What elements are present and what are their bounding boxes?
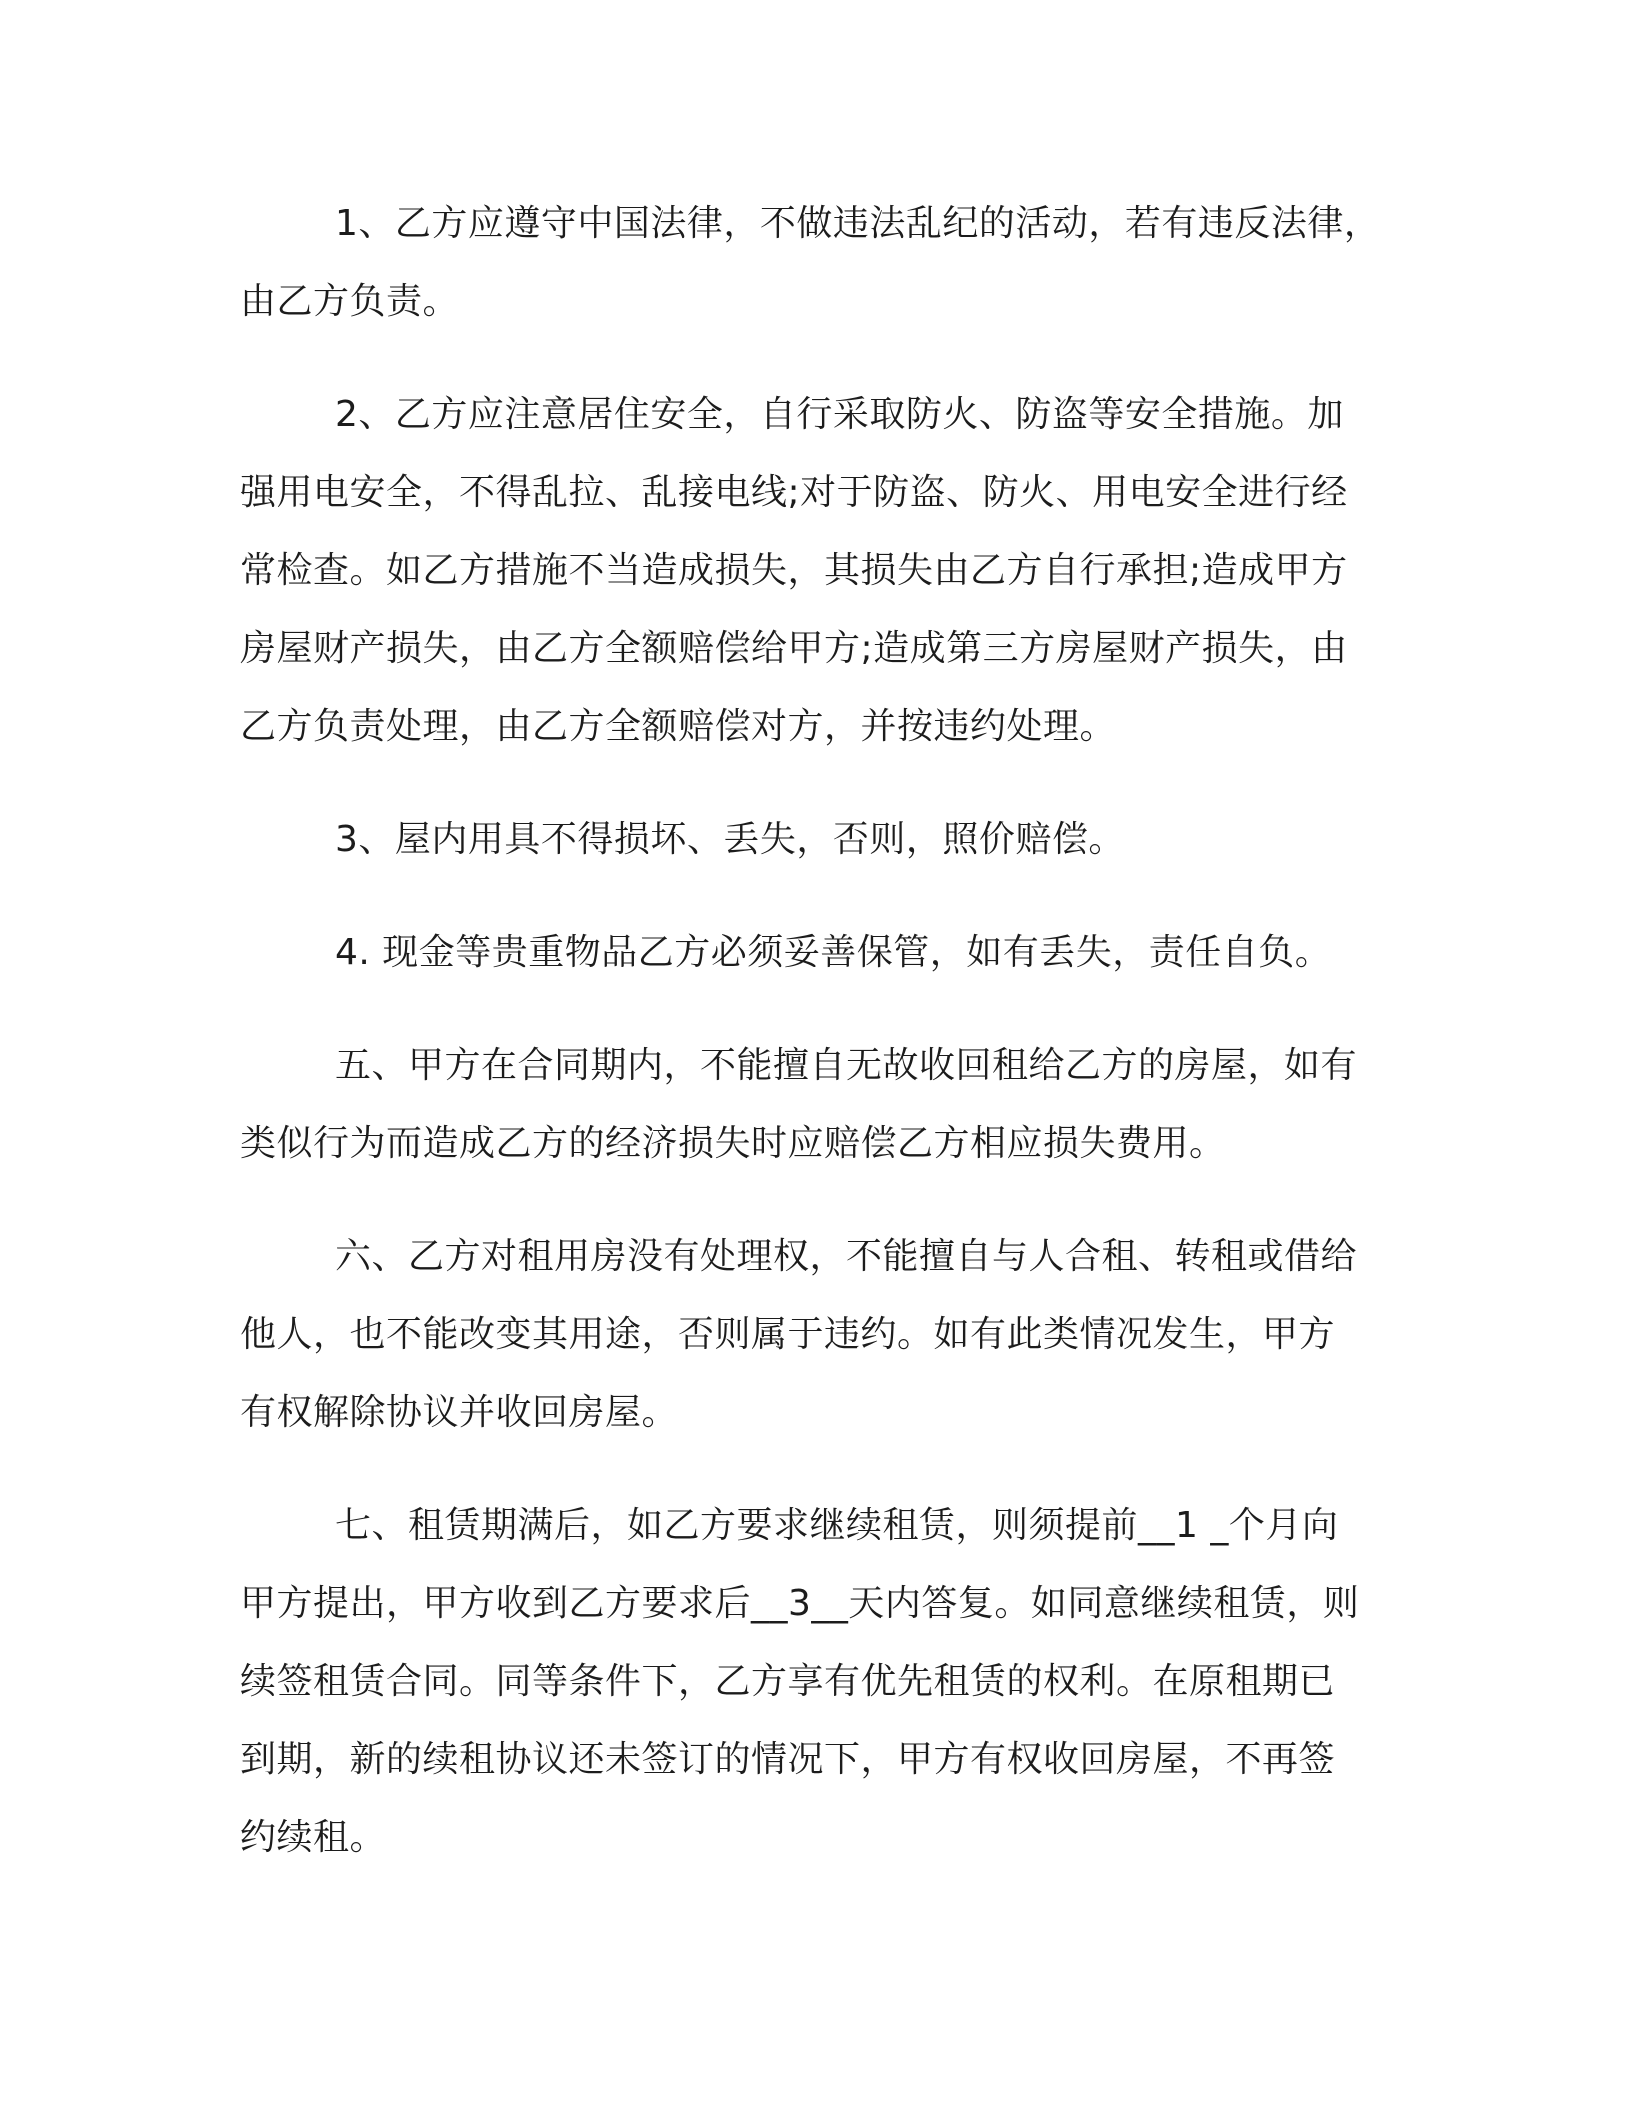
clause-line: 强用电安全，不得乱拉、乱接电线;对于防盗、防火、用电安全进行经 <box>240 472 1348 513</box>
clause-6 <box>240 1218 1382 1452</box>
clause-line: 常检查。如乙方措施不当造成损失，其损失由乙方自行承担;造成甲方 <box>240 550 1348 591</box>
clause-4 <box>240 914 1382 992</box>
clause-line: 3、屋内用具不得损坏、丢失，否则，照价赔偿。 <box>335 819 1125 860</box>
clause-3 <box>240 801 1382 879</box>
clause-line: 房屋财产损失，由乙方全额赔偿给甲方;造成第三方房屋财产损失，由 <box>240 628 1348 669</box>
clause-line: 约续租。 <box>240 1817 387 1858</box>
clause-2 <box>240 376 1382 766</box>
clause-line: 甲方提出，甲方收到乙方要求后__3__天内答复。如同意继续租赁，则 <box>240 1583 1360 1624</box>
clause-line: 由乙方负责。 <box>240 281 460 322</box>
clause-7 <box>240 1487 1382 1877</box>
clause-line: 七、租赁期满后，如乙方要求继续租赁，则须提前__1 _个月向 <box>335 1505 1339 1546</box>
clause-line: 1、乙方应遵守中国法律，不做违法乱纪的活动，若有违反法律， <box>335 203 1381 244</box>
clause-5 <box>240 1027 1382 1183</box>
clause-line: 续签租赁合同。同等条件下，乙方享有优先租赁的权利。在原租期已 <box>240 1661 1336 1702</box>
clause-line: 有权解除协议并收回房屋。 <box>240 1392 679 1433</box>
clause-line: 乙方负责处理，由乙方全额赔偿对方，并按违约处理。 <box>240 706 1117 747</box>
clause-line: 到期，新的续租协议还未签订的情况下，甲方有权收回房屋，不再签 <box>240 1739 1336 1780</box>
clause-line: 类似行为而造成乙方的经济损失时应赔偿乙方相应损失费用。 <box>240 1123 1226 1164</box>
clause-line: 五、甲方在合同期内，不能擅自无故收回租给乙方的房屋，如有 <box>335 1045 1358 1086</box>
clause-line: 六、乙方对租用房没有处理权，不能擅自与人合租、转租或借给 <box>335 1236 1358 1277</box>
clause-line: 2、乙方应注意居住安全，自行采取防火、防盗等安全措施。加 <box>335 394 1344 435</box>
document-body <box>240 185 1382 1912</box>
clause-line: 4. 现金等贵重物品乙方必须妥善保管，如有丢失，责任自负。 <box>335 932 1332 973</box>
clause-line: 他人，也不能改变其用途，否则属于违约。如有此类情况发生，甲方 <box>240 1314 1336 1355</box>
clause-1 <box>240 185 1382 341</box>
